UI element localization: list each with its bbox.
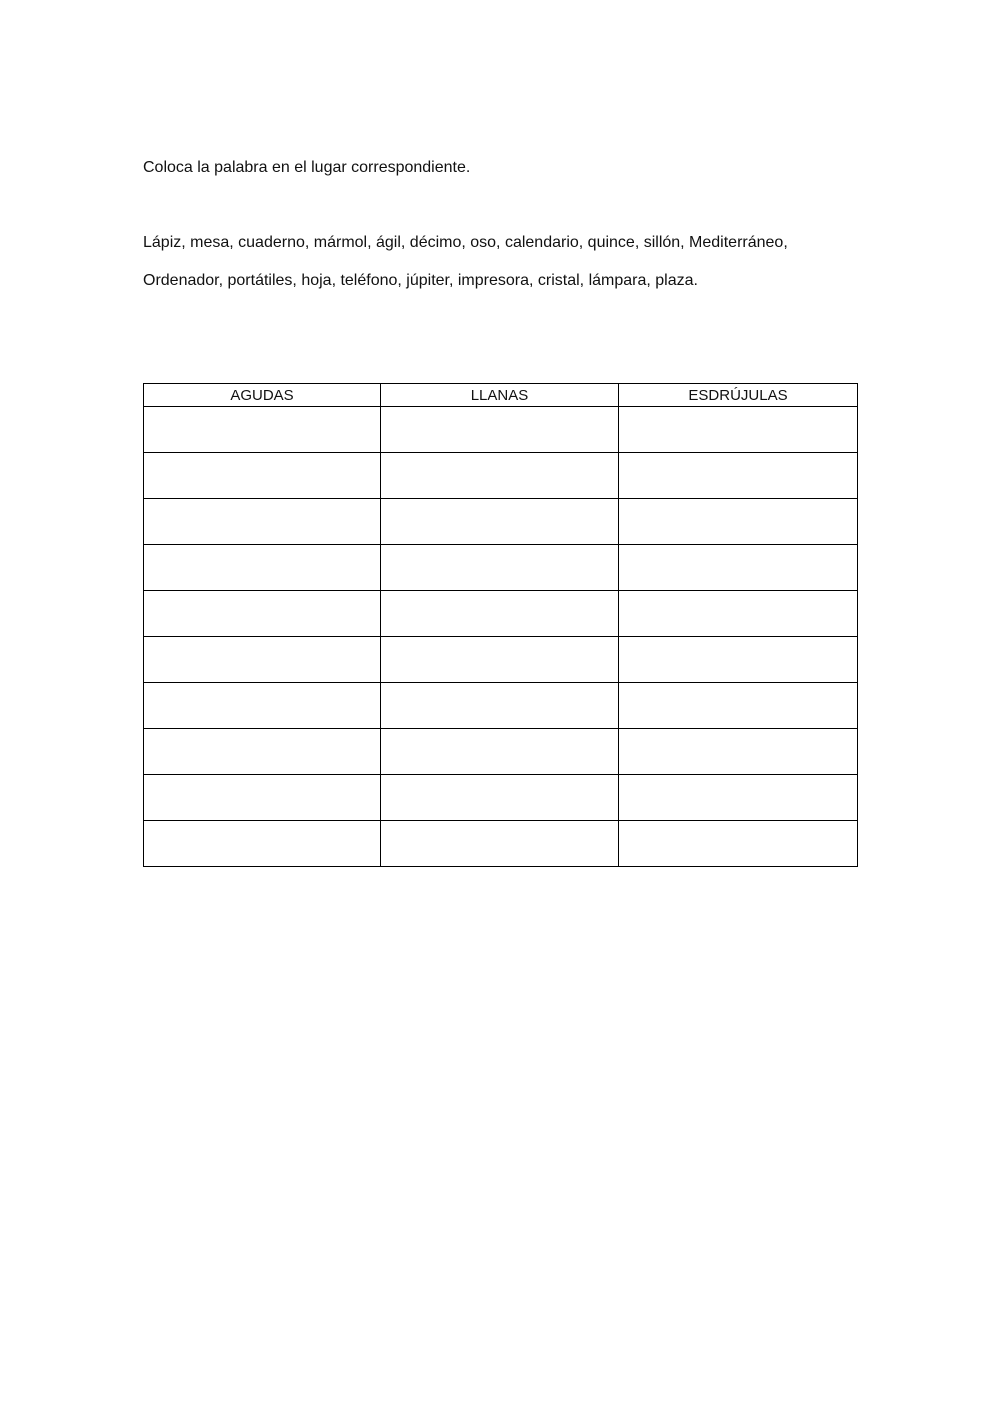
table-header-row [144, 384, 858, 407]
instruction-text: Coloca la palabra en el lugar correspondiente. [143, 159, 471, 176]
word-list-line-1: Lápiz, mesa, cuaderno, mármol, ágil, décimo, oso, calendario, quince, sillón, Mediterráneo, [143, 234, 788, 251]
answer-cell-agudas[interactable] [144, 683, 381, 729]
table-row [144, 683, 858, 729]
header-llanas: LLANAS [381, 384, 619, 407]
classification-table [143, 383, 858, 867]
answer-cell-llanas[interactable] [381, 775, 619, 821]
table-row [144, 821, 858, 867]
answer-cell-llanas[interactable] [381, 591, 619, 637]
answer-cell-agudas[interactable] [144, 637, 381, 683]
answer-cell-agudas[interactable] [144, 729, 381, 775]
table-body [144, 407, 858, 867]
header-esdrujulas: ESDRÚJULAS [619, 384, 858, 407]
answer-cell-llanas[interactable] [381, 683, 619, 729]
classification-table-container [143, 383, 857, 867]
word-list-line-2: Ordenador, portátiles, hoja, teléfono, júpiter, impresora, cristal, lámpara, plaza. [143, 272, 698, 289]
answer-cell-llanas[interactable] [381, 453, 619, 499]
answer-cell-agudas[interactable] [144, 775, 381, 821]
answer-cell-llanas[interactable] [381, 729, 619, 775]
answer-cell-llanas[interactable] [381, 545, 619, 591]
table-row [144, 545, 858, 591]
table-row [144, 775, 858, 821]
header-agudas: AGUDAS [144, 384, 381, 407]
answer-cell-esdrujulas[interactable] [619, 591, 858, 637]
table-row [144, 453, 858, 499]
table-row [144, 499, 858, 545]
answer-cell-llanas[interactable] [381, 637, 619, 683]
answer-cell-agudas[interactable] [144, 591, 381, 637]
table-row [144, 591, 858, 637]
answer-cell-esdrujulas[interactable] [619, 775, 858, 821]
answer-cell-agudas[interactable] [144, 407, 381, 453]
table-row [144, 729, 858, 775]
answer-cell-esdrujulas[interactable] [619, 683, 858, 729]
answer-cell-esdrujulas[interactable] [619, 407, 858, 453]
table-row [144, 637, 858, 683]
answer-cell-esdrujulas[interactable] [619, 729, 858, 775]
answer-cell-llanas[interactable] [381, 499, 619, 545]
answer-cell-esdrujulas[interactable] [619, 499, 858, 545]
answer-cell-esdrujulas[interactable] [619, 637, 858, 683]
answer-cell-llanas[interactable] [381, 821, 619, 867]
answer-cell-agudas[interactable] [144, 545, 381, 591]
answer-cell-agudas[interactable] [144, 499, 381, 545]
answer-cell-esdrujulas[interactable] [619, 545, 858, 591]
answer-cell-esdrujulas[interactable] [619, 453, 858, 499]
answer-cell-esdrujulas[interactable] [619, 821, 858, 867]
answer-cell-agudas[interactable] [144, 821, 381, 867]
table-row [144, 407, 858, 453]
answer-cell-llanas[interactable] [381, 407, 619, 453]
answer-cell-agudas[interactable] [144, 453, 381, 499]
